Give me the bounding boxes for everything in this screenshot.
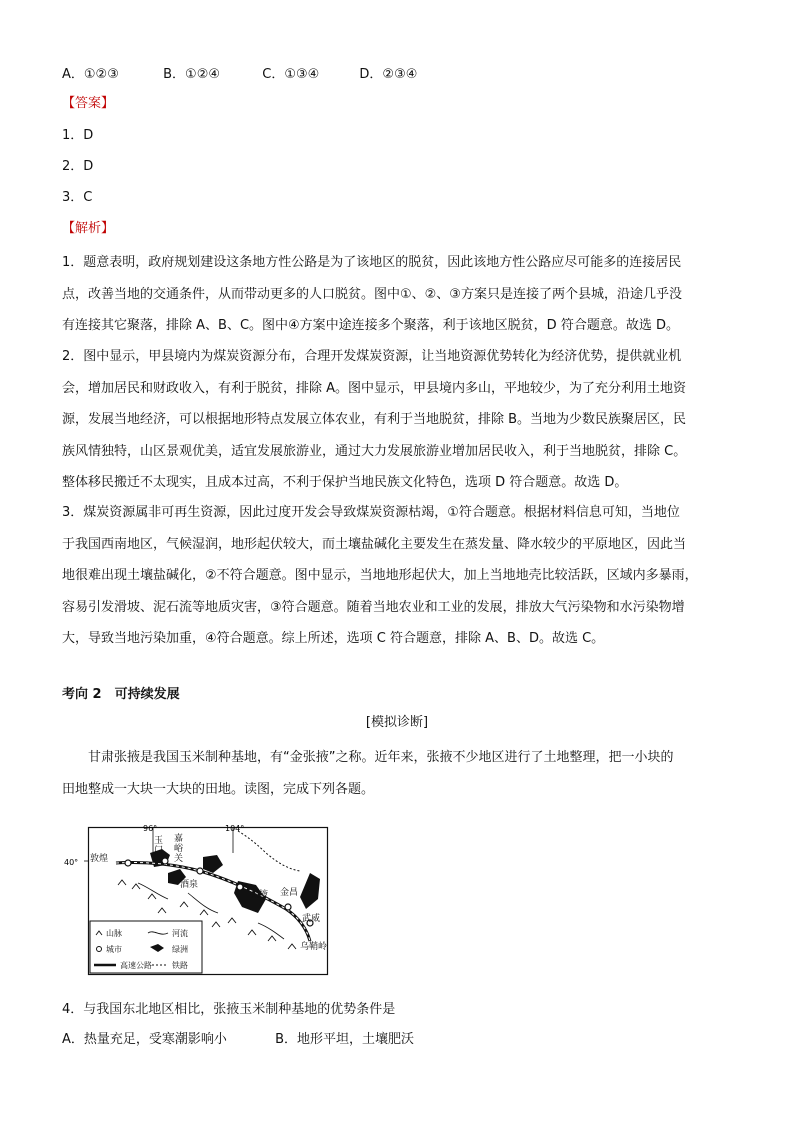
answer-3: 3．C xyxy=(62,190,93,205)
analysis-3-line: 大，导致当地污染加重，④符合题意。综上所述，选项 C 符合题意，排除 A、B、D。故选 C。 xyxy=(62,631,605,646)
analysis-1-line: 有连接其它聚落，排除 A、B、C。图中④方案中途连接多个聚落，利于该地区脱贫，D 符合题意。故选 D。 xyxy=(62,318,679,333)
analysis-2-line: 2．图中显示，甲县境内为煤炭资源分布，合理开发煤炭资源，让当地资源优势转化为经济优势，提供就业机 xyxy=(62,349,682,364)
intro-paragraph xyxy=(62,742,734,805)
analysis-1-line: 点，改善当地的交通条件，从而带动更多的人口脱贫。图中①、②、③方案只是连接了两个县城，沿途几乎没 xyxy=(62,286,682,302)
analysis-2-line: 整体移民搬迁不太现实，且成本过高，不利于保护当地民族文化特色，选项 D 符合题意。故选 D。 xyxy=(62,475,628,490)
sub-title: [模拟诊断] xyxy=(365,715,429,730)
lon-label-96: 96° xyxy=(143,824,158,833)
answer-2: 2．D xyxy=(62,159,94,174)
analysis-3-line: 于我国西南地区，气候湿润，地形起伏较大，而土壤盐碱化主要发生在蒸发量、降水较少的平原地区，因此当 xyxy=(62,536,687,552)
top-options-row xyxy=(62,66,417,84)
q4-option-b: B．地形平坦，土壤肥沃 xyxy=(275,1032,415,1047)
question-4-options xyxy=(62,1031,414,1049)
legend-railway: 铁路 xyxy=(172,961,188,970)
place-yu: 玉 xyxy=(154,836,164,846)
place-yu2: 峪 xyxy=(174,844,184,854)
legend-highway: 高速公路 xyxy=(120,961,152,970)
answer-1: 1．D xyxy=(62,128,94,143)
q4-option-a: A．热量充足，受寒潮影响小 xyxy=(62,1032,227,1047)
option-c: C．①③④ xyxy=(262,67,320,82)
analysis-paragraph-2 xyxy=(62,341,734,499)
option-a: A．①②③ xyxy=(62,67,119,82)
option-d: D．②③④ xyxy=(359,67,418,82)
place-jiuquan: 酒泉 xyxy=(180,880,199,890)
question-4-stem: 4．与我国东北地区相比，张掖玉米制种基地的优势条件是 xyxy=(62,1002,396,1017)
place-jinchang: 金昌 xyxy=(280,888,299,898)
analysis-paragraph-3 xyxy=(62,497,734,655)
legend-river: 河流 xyxy=(172,929,188,938)
place-guan: 关 xyxy=(174,854,184,864)
zhangye-map xyxy=(64,823,328,975)
analysis-paragraph-1 xyxy=(62,247,734,342)
intro-line: 田地整成一大块一大块的田地。读图，完成下列各题。 xyxy=(62,781,375,797)
place-jia: 嘉 xyxy=(174,834,184,844)
lon-label-104: 104° xyxy=(225,824,245,833)
analysis-3-line: 容易引发滑坡、泥石流等地质灾害，③符合题意。随着当地农业和工业的发展，排放大气污染物和水污染物增 xyxy=(62,599,685,615)
analysis-2-line: 族风情独特，山区景观优美，适宜发展旅游业，通过大力发展旅游业增加居民收入，利于当地脱贫，排除 C。 xyxy=(62,443,687,459)
analysis-3-line: 3．煤炭资源属非可再生资源，因此过度开发会导致煤炭资源枯竭，①符合题意。根据材料信息可知，当地位 xyxy=(62,505,680,520)
place-wushaoling: 乌鞘岭 xyxy=(300,942,328,952)
lat-label-40: 40° xyxy=(64,858,79,867)
legend-mountain: 山脉 xyxy=(106,929,122,938)
legend-city: 城市 xyxy=(106,945,122,954)
analysis-1-line: 1．题意表明，政府规划建设这条地方性公路是为了该地区的脱贫，因此该地方性公路应尽可能多的连接居民 xyxy=(62,255,682,270)
intro-line: 甘肃张掖是我国玉米制种基地，有“金张掖”之称。近年来，张掖不少地区进行了土地整理，把一小块的 xyxy=(88,750,674,765)
analysis-2-line: 会，增加居民和财政收入，有利于脱贫，排除 A。图中显示，甲县境内多山，平地较少，为了充分利用土地资 xyxy=(62,380,687,396)
section-title: 考向 2 可持续发展 xyxy=(62,687,180,702)
place-wuwei: 武威 xyxy=(302,914,321,924)
analysis-2-line: 源，发展当地经济，可以根据地形特点发展立体农业，有利于当地脱贫，排除 B。当地为少数民族聚居区，民 xyxy=(62,412,687,427)
analysis-heading: 【解析】 xyxy=(62,221,115,236)
legend-oasis: 绿洲 xyxy=(172,945,188,954)
place-zhangye: 张掖 xyxy=(250,890,269,900)
place-men: 门 xyxy=(154,846,164,856)
place-dunhuang: 敦煌 xyxy=(90,854,109,864)
analysis-3-line: 地很难出现土壤盐碱化，②不符合题意。图中显示，当地地形起伏大，加上当地地壳比较活跃，区域内多暴雨， xyxy=(62,568,698,583)
option-b: B．①②④ xyxy=(163,67,221,82)
answer-heading: 【答案】 xyxy=(62,96,115,111)
